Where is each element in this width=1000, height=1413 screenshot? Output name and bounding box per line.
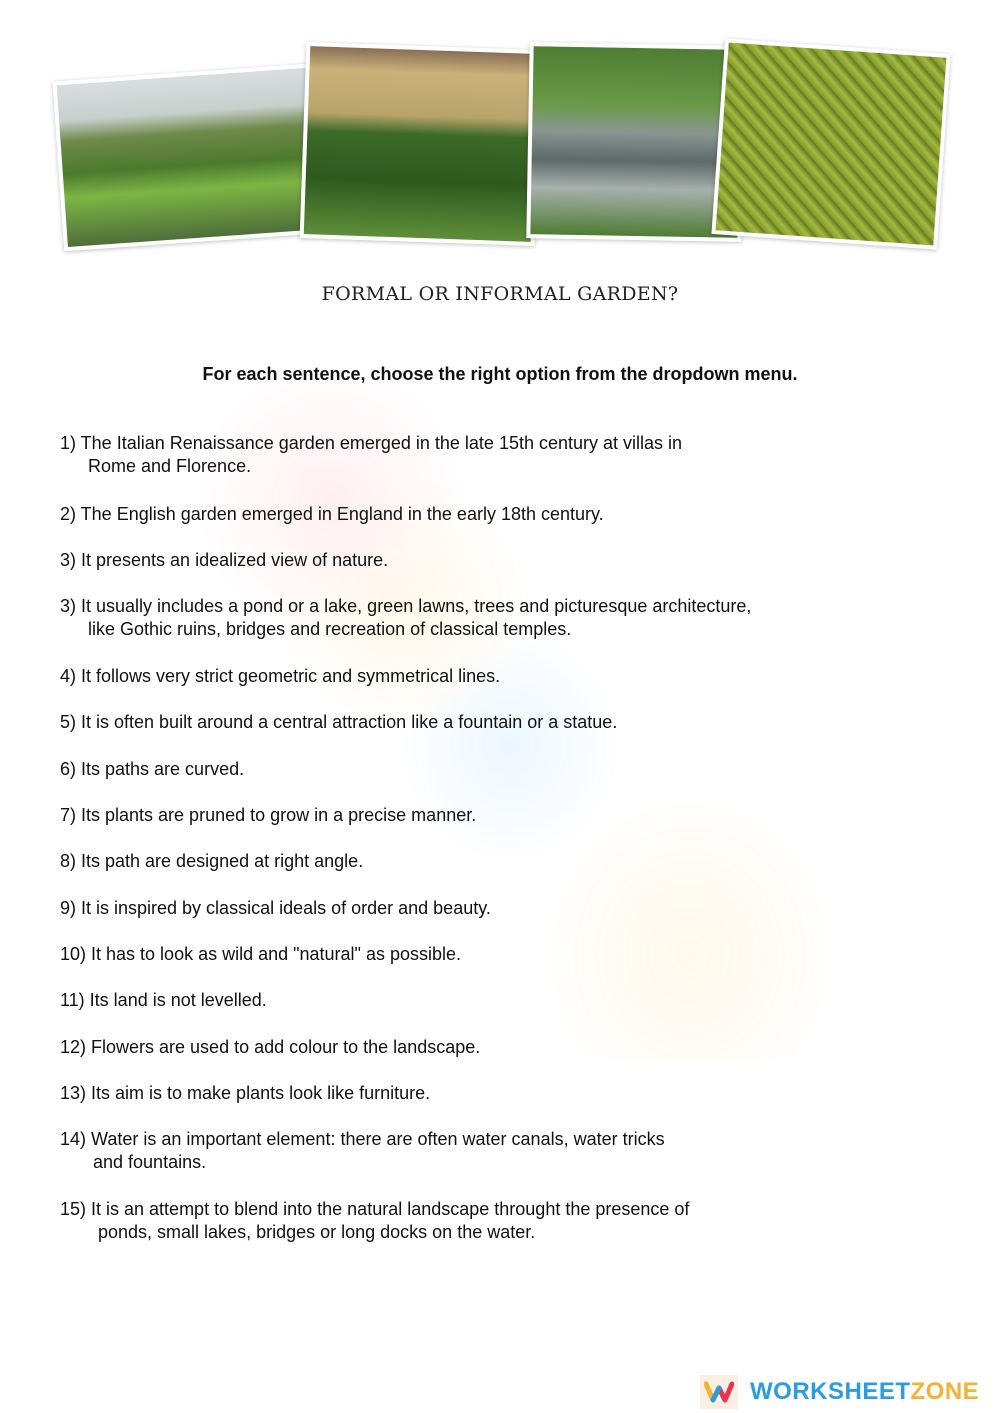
question-text: 12) Flowers are used to add colour to the landscape.	[60, 1037, 481, 1057]
question-item	[60, 1036, 480, 1059]
brand-name-part1: WORKSHEET	[750, 1378, 911, 1405]
question-item	[60, 665, 500, 688]
brand-name-part2: ZONE	[910, 1378, 980, 1405]
question-text-continued: like Gothic ruins, bridges and recreation of classical temples.	[88, 619, 572, 639]
question-text: 2) The English garden emerged in England in the early 18th century.	[60, 504, 604, 524]
question-text: 9) It is inspired by classical ideals of order and beauty.	[60, 898, 491, 918]
question-text: 10) It has to look as wild and "natural" as possible.	[60, 944, 462, 964]
page-title: FORMAL OR INFORMAL GARDEN?	[321, 283, 679, 305]
question-text-continued: and fountains.	[93, 1152, 207, 1172]
question-item	[60, 1198, 689, 1244]
question-item	[60, 850, 363, 873]
question-text-continued: Rome and Florence.	[88, 456, 252, 476]
question-text: 8) Its path are designed at right angle.	[60, 851, 364, 871]
question-text: 3) It usually includes a pond or a lake, green lawns, trees and picturesque architecture,	[60, 596, 752, 616]
question-text: 11) Its land is not levelled.	[60, 990, 267, 1010]
question-item	[60, 1082, 430, 1105]
question-text: 3) It presents an idealized view of nature.	[60, 550, 389, 570]
question-item	[60, 503, 604, 526]
question-text: 5) It is often built around a central attraction like a fountain or a statue.	[60, 712, 618, 732]
photo-parterre-garden	[711, 38, 950, 249]
question-text: 7) Its plants are pruned to grow in a precise manner.	[60, 805, 477, 825]
question-item	[60, 758, 244, 781]
question-item	[60, 711, 617, 734]
question-text: 1) The Italian Renaissance garden emerged in the late 15th century at villas in	[60, 433, 683, 453]
question-text: 13) Its aim is to make plants look like furniture.	[60, 1083, 431, 1103]
question-item	[60, 1128, 665, 1174]
photo-formal-italian-garden	[300, 42, 542, 246]
instruction-text: For each sentence, choose the right option from the dropdown menu.	[202, 364, 798, 384]
question-item	[60, 989, 267, 1012]
question-text: 4) It follows very strict geometric and symmetrical lines.	[60, 666, 501, 686]
brand-name	[750, 1378, 979, 1406]
question-text: 14) Water is an important element: there are often water canals, water tricks	[60, 1129, 665, 1149]
question-item	[60, 549, 388, 572]
w-logo-icon	[700, 1375, 738, 1409]
question-item	[60, 432, 682, 478]
question-text: 6) Its paths are curved.	[60, 759, 245, 779]
photo-informal-cottage-garden	[52, 63, 333, 251]
question-item	[60, 595, 751, 641]
question-item	[60, 804, 476, 827]
question-item	[60, 897, 491, 920]
question-text: 15) It is an attempt to blend into the natural landscape throught the presence of	[60, 1199, 690, 1219]
photo-banner	[58, 44, 944, 240]
question-text-continued: ponds, small lakes, bridges or long docks on the water.	[98, 1222, 536, 1242]
question-item	[60, 943, 461, 966]
worksheetzone-logo	[700, 1376, 979, 1408]
